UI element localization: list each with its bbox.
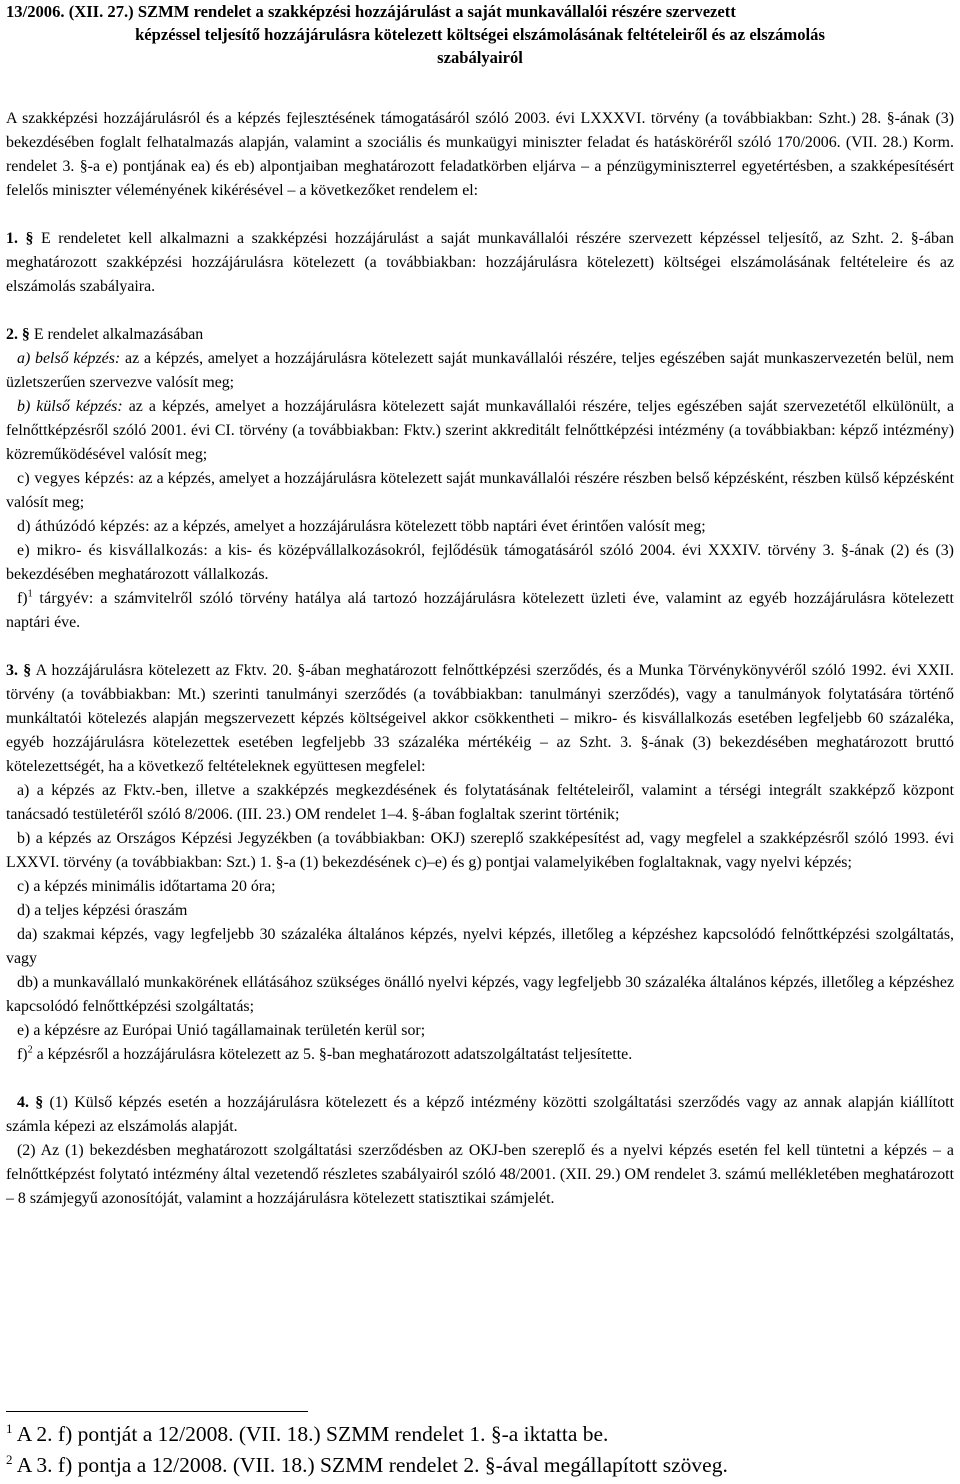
section-3-b: b) a képzés az Országos Képzési Jegyzékben (a továbbiakban: OKJ) szereplő szakképesítést ad, vagy megfelel a szakképzésről szóló 1993. évi LXXVI. törvény (a továbbiakban: Szt.) 1. §-a (1) bekezdésének c)–e) és g) pontjai valamelyikében foglaltaknak, vagy nyelvi képzés;	[6, 830, 954, 871]
section-3-db: db) a munkavállaló munkakörének ellátásához szükséges önálló nyelvi képzés, vagy legfeljebb 30 százaléka általános képzés, illetőleg a képzéshez kapcsolódó felnőttképzési szolgáltatás;	[6, 974, 954, 1015]
section-3-c: c) a képzés minimális időtartama 20 óra;	[17, 878, 276, 895]
section-3-a: a) a képzés az Fktv.-ben, illetve a szakképzés megkezdésének és folytatásának feltételeiről, valamint a térségi integrált szakképző központ tanácsadó testületéről szóló 8/2006. (III. 23.) OM rendelet 1–4. §-ában foglaltak szerint történik;	[6, 782, 954, 823]
document-title	[6, 0, 954, 69]
footnote-ref-2: 2	[27, 1044, 33, 1056]
preamble: A szakképzési hozzájárulásról és a képzés fejlesztésének támogatásáról szóló 2003. évi LXXXVI. törvény (a továbbiakban: Szht.) 28. §-ának (3) bekezdésében foglalt felhatalmazás alapján, valamint a szociális és munkaügyi miniszter feladat és hatásköréről szóló 170/2006. (VII. 28.) Korm. rendelet 3. §-a e) pontjának ea) és eb) alpontjaiban meghatározott feladatkörben eljárva – a pénzügyminiszterrel egyetértésben, a szakképesítésért felelős miniszter véleményének kikérésével – a következőket rendelem el:	[6, 110, 954, 199]
footnote-ref-1: 1	[27, 588, 33, 600]
section-3-number: 3. §	[6, 662, 32, 679]
section-1-text: E rendeletet kell alkalmazni a szakképzési hozzájárulást a saját munkavállalói részére szervezett képzéssel teljesítő, az Szht. 2. §-ában meghatározott szakképzési hozzájárulásra kötelezett (a továbbiakban: hozzájárulásra kötelezett) költségei elszámolásának feltételeire és az elszámolás szabályaira.	[6, 230, 954, 295]
section-2-number: 2. §	[6, 326, 30, 343]
section-2-intro: 2. § E rendelet alkalmazásában	[6, 326, 204, 343]
section-2-c: c) vegyes képzés: az a képzés, amelyet a hozzájárulásra kötelezett saját munkavállalói részére részben belső képzésként, részben külső képzésként valósít meg;	[6, 470, 954, 511]
section-4-p2: (2) Az (1) bekezdésben meghatározott szolgáltatási szerződésben az OKJ-ben szereplő és a nyelvi képzés esetén fel kell tüntetni a képzés – a felnőttképzést folytató intézmény által vezetendő részletes szabályairól szóló 48/2001. (XII. 29.) OM rendelet 3. számú mellékletében meghatározott – 8 számjegyű azonosítóját, valamint a hozzájárulásra kötelezett statisztikai számjelét.	[6, 1142, 954, 1207]
section-2-f: f)$^1$ tárgyév: a számvitelről szóló törvény hatálya alá tartozó hozzájárulásra kötelezett üzleti éve, valamint az egyéb hozzájárulásra kötelezett naptári éve.	[6, 588, 954, 631]
footnote-divider	[6, 1411, 308, 1412]
section-2-b: b) külső képzés: az a képzés, amelyet a hozzájárulásra kötelezett saját munkavállalói részére, teljes egészében saját szervezetétől elkülönült, a felnőttképzésről szóló 2001. évi CI. törvény (a továbbiakban: Fktv.) szerint akkreditált felnőttképzési intézmény (a továbbiakban: képző intézmény) közreműködésével valósít meg;	[6, 398, 954, 463]
section-1	[6, 227, 954, 299]
title-line-2: képzéssel teljesítő hozzájárulásra kötelezett költségei elszámolásának feltételeiről és az elszámolás	[135, 25, 825, 44]
section-3-intro: 3. § A hozzájárulásra kötelezett az Fktv. 20. §-ában meghatározott felnőttképzési szerződés, és a Munka Törvénykönyvéről szóló 1992. évi XXII. törvény (a továbbiakban: Mt.) szerinti tanulmányi szerződés (a továbbiakban: tanulmányi szerződés), vagy a tanulmányok folytatására történő munkáltatói kötelezés alapján megszervezett képzés költségeivel akkor csökkentheti – mikro- és kisvállalkozás esetében legfeljebb 60 százaléka, egyéb hozzájárulásra kötelezettek esetében legfeljebb 33 százaléka mértékéig – az Szht. 3. §-ának (3) bekezdésében meghatározott bruttó kötelezettségét, ha a következő feltételeknek együttesen megfelel:	[6, 662, 954, 775]
section-2-a: a) belső képzés: az a képzés, amelyet a hozzájárulásra kötelezett saját munkavállalói részére, teljes egészében saját munkaszervezetén belül, nem üzletszerűen szervezve valósít meg;	[6, 350, 954, 391]
section-2-d: d) áthúzódó képzés: az a képzés, amelyet a hozzájárulásra kötelezett több naptári évet érintően valósít meg;	[17, 518, 706, 535]
section-4-p1: 4. § (1) Külső képzés esetén a hozzájárulásra kötelezett és a képző intézmény közötti szolgáltatási szerződés vagy az annak alapján kiállított számla képezi az elszámolás alapját.	[6, 1094, 954, 1135]
document-body	[6, 107, 954, 1211]
footnote-1: $^1$ A 2. f) pontját a 12/2008. (VII. 18.) SZMM rendelet 1. §-a iktatta be.	[6, 1420, 609, 1446]
section-3-f: f)$^2$ a képzésről a hozzájárulásra kötelezett az 5. §-ban meghatározott adatszolgáltatást teljesítette.	[17, 1044, 633, 1063]
section-2-e: e) mikro- és kisvállalkozás: a kis- és középvállalkozásokról, fejlődésük támogatásáról szóló 2004. évi XXXIV. törvény 3. §-ának (2) és (3) bekezdésében meghatározott vállalkozás.	[6, 542, 954, 583]
section-4-number: 4. §	[17, 1094, 44, 1111]
section-3-e: e) a képzésre az Európai Unió tagállamainak területén kerül sor;	[17, 1022, 426, 1039]
section-1-number: 1. §	[6, 230, 34, 247]
footnote-2: $^2$ A 3. f) pontja a 12/2008. (VII. 18.) SZMM rendelet 2. §-ával megállapított szöveg.	[6, 1451, 728, 1477]
title-line-3: szabályairól	[437, 48, 523, 67]
section-3-d: d) a teljes képzési óraszám	[17, 902, 188, 919]
footnotes	[6, 1419, 954, 1481]
title-line-1: 13/2006. (XII. 27.) SZMM rendelet a szakképzési hozzájárulást a saját munkavállalói részére szervezett	[6, 2, 736, 21]
section-3-da: da) szakmai képzés, vagy legfeljebb 30 százaléka általános képzés, nyelvi képzés, illetőleg a képzéshez kapcsolódó felnőttképzési szolgáltatás, vagy	[6, 926, 954, 967]
